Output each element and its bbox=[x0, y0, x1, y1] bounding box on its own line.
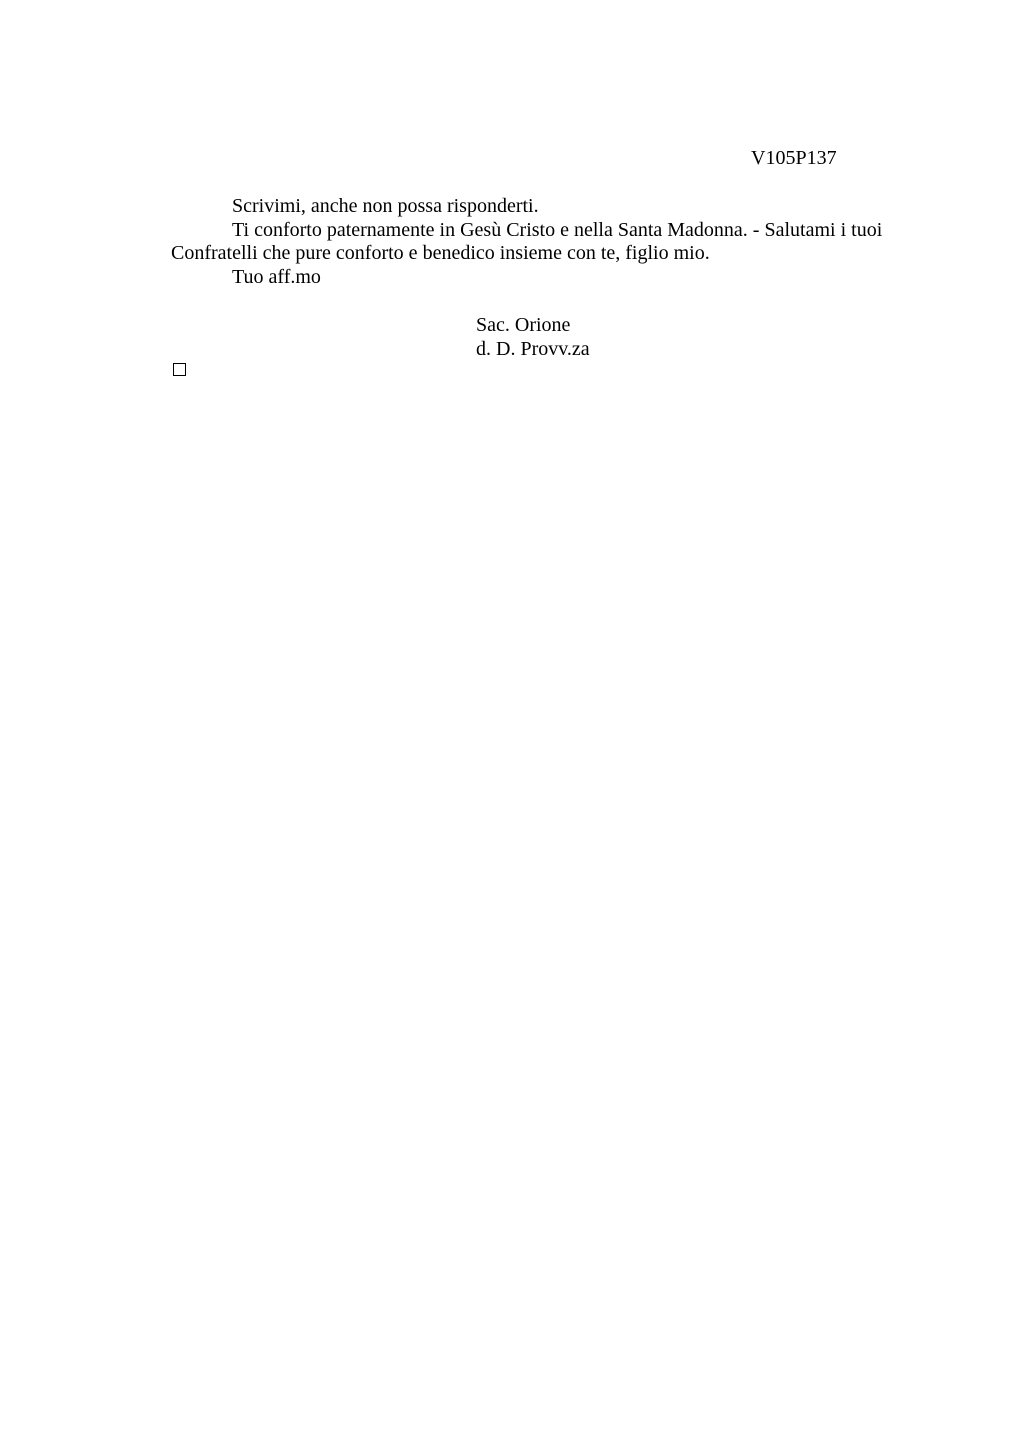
paragraph-line: Confratelli che pure conforto e benedico insieme con te, figlio mio. bbox=[171, 242, 710, 264]
signature-block bbox=[476, 313, 590, 361]
empty-square-icon bbox=[173, 363, 186, 376]
paragraph-scrivimi bbox=[171, 195, 911, 219]
letter-body bbox=[171, 195, 911, 289]
signature-name: Sac. Orione bbox=[476, 314, 571, 336]
paragraph-closing bbox=[171, 266, 911, 290]
paragraph-conforto bbox=[171, 219, 911, 266]
paragraph-line: Tuo aff.mo bbox=[232, 265, 321, 288]
signature-title: d. D. Provv.za bbox=[476, 338, 590, 360]
paragraph-line: Scrivimi, anche non possa risponderti. bbox=[232, 195, 539, 217]
paragraph-line: Ti conforto paternamente in Gesù Cristo e nella Santa Madonna. - Salutami i tuoi bbox=[232, 218, 883, 241]
reference-code: V105P137 bbox=[751, 147, 837, 169]
